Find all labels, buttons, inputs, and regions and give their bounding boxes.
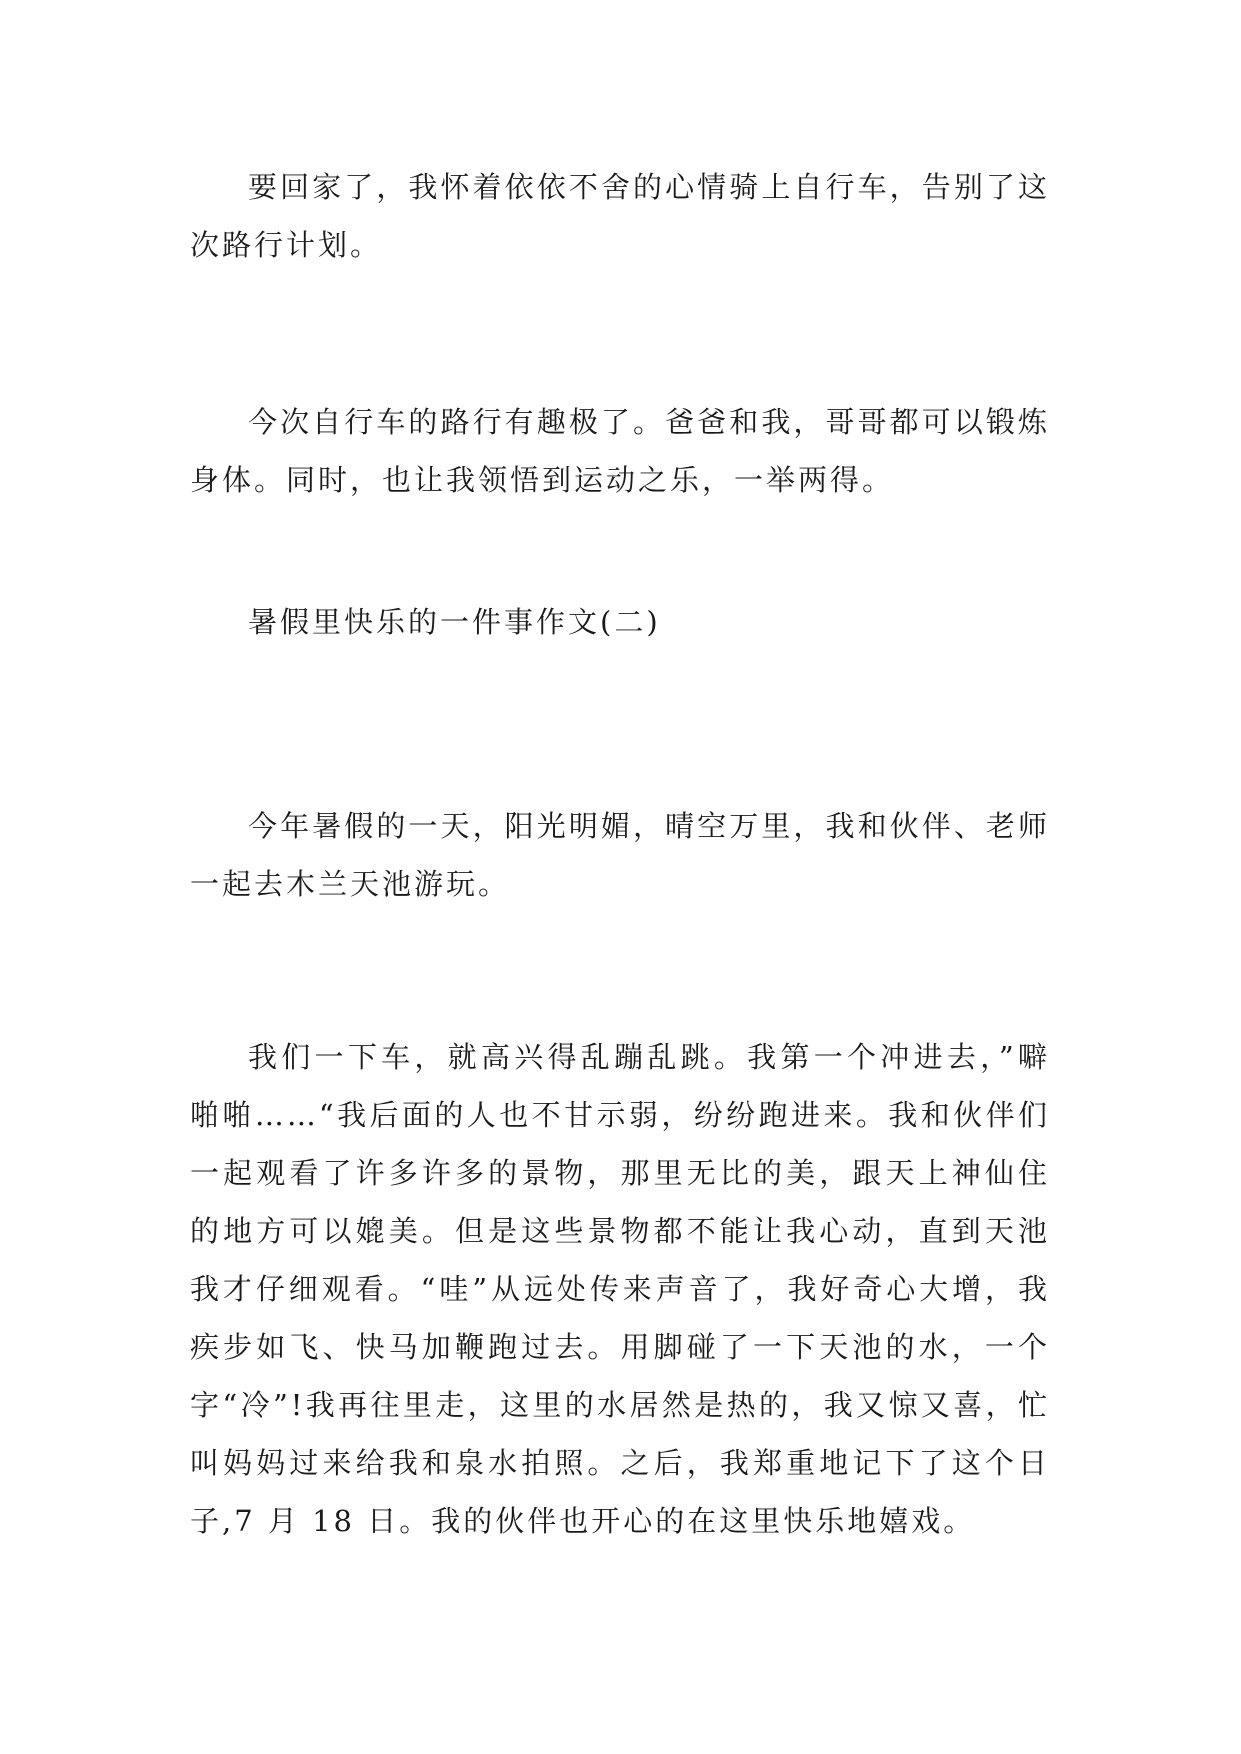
paragraph-bike-trip-summary: 今次自行车的路行有趣极了。爸爸和我，哥哥都可以锻炼身体。同时，也让我领悟到运动之乐，一举两得。 — [190, 405, 1050, 497]
paragraph-summer-day: 今年暑假的一天，阳光明媚，晴空万里，我和伙伴、老师一起去木兰天池游玩。 — [190, 809, 1050, 901]
paragraph-tianchi-visit: 我们一下车，就高兴得乱蹦乱跳。我第一个冲进去，”噼啪啪……“我后面的人也不甘示弱，纷纷跑进来。我和伙伴们一起观看了许多许多的景物，那里无比的美，跟天上神仙住的地方可以媲美。但是这些景物都不能让我心动，直到天池我才仔细观看。“哇”从远处传来声音了，我好奇心大增，我疾步如飞、快马加鞭跑过去。用脚碰了一下天池的水，一个字“冷”!我再往里走，这里的水居然是热的，我又惊又喜，忙叫妈妈过来给我和泉水拍照。之后，我郑重地记下了这个日子,7 月 18 日。我的伙伴也开心的在这里快乐地嬉戏。 — [190, 1040, 1050, 1538]
paragraph-going-home: 要回家了，我怀着依依不舍的心情骑上自行车，告别了这次路行计划。 — [190, 170, 1050, 262]
essay-title: 暑假里快乐的一件事作文(二) — [248, 605, 661, 639]
